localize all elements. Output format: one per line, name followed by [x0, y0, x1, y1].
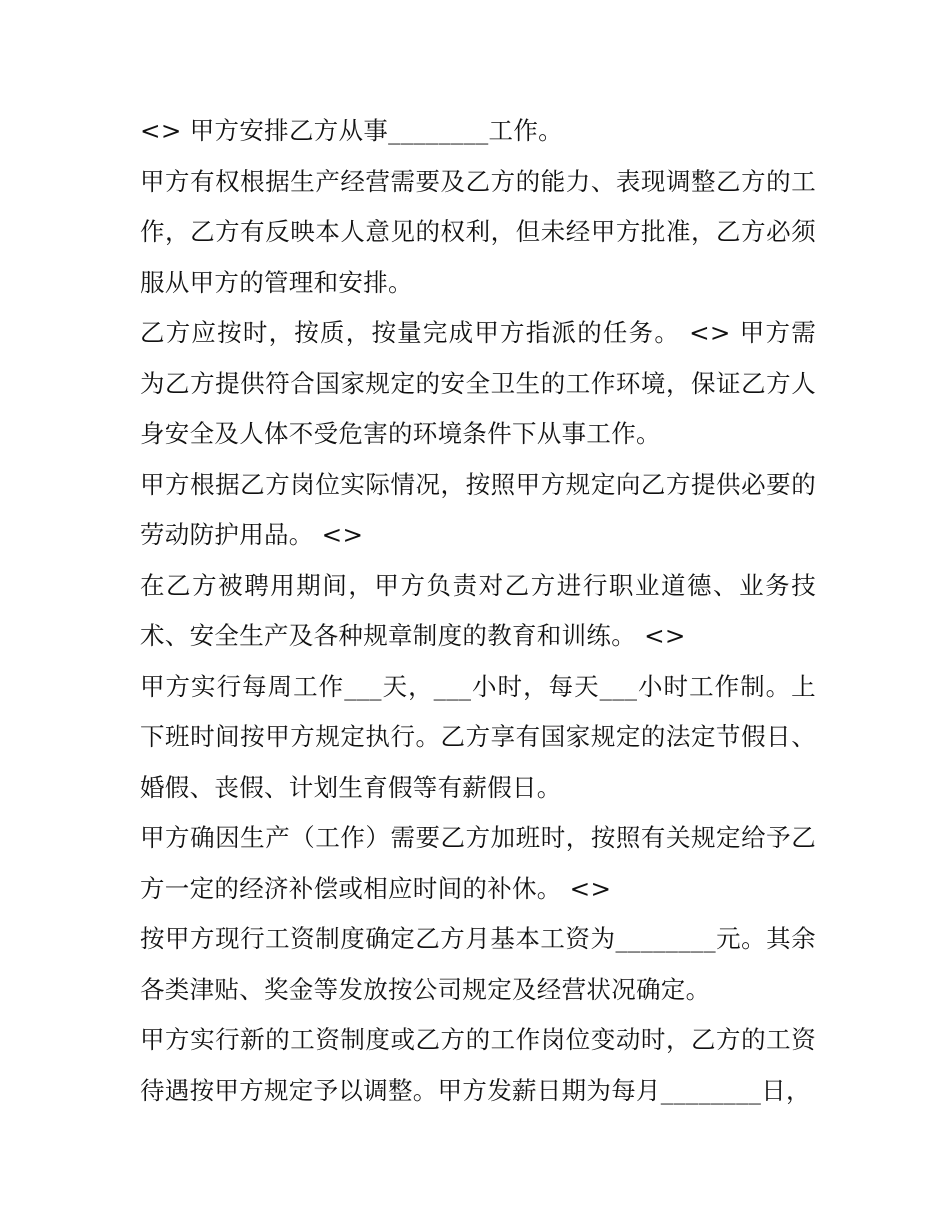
paragraph-salary-adjustment: 甲方实行新的工资制度或乙方的工作岗位变动时，乙方的工资待遇按甲方规定予以调整。甲方发薪日期为每月________日，	[140, 1025, 816, 1105]
document-body	[140, 106, 816, 1116]
paragraph-work-adjustment: 甲方有权根据生产经营需要及乙方的能力、表现调整乙方的工作，乙方有反映本人意见的权利，但未经甲方批准，乙方必须服从甲方的管理和安排。	[140, 166, 816, 297]
paragraph-work-assignment: <> 甲方安排乙方从事________工作。	[140, 116, 563, 145]
paragraph-task-and-safety: 乙方应按时，按质，按量完成甲方指派的任务。 <> 甲方需为乙方提供符合国家规定的安全卫生的工作环境，保证乙方人身安全及人体不受危害的环境条件下从事工作。	[140, 318, 816, 448]
paragraph-training: 在乙方被聘用期间，甲方负责对乙方进行职业道德、业务技术、安全生产及各种规章制度的教育和训练。 <>	[140, 570, 816, 650]
paragraph-base-salary: 按甲方现行工资制度确定乙方月基本工资为________元。其余各类津贴、奖金等发放按公司规定及经营状况确定。	[140, 924, 816, 1004]
paragraph-working-hours: 甲方实行每周工作___天，___小时，每天___小时工作制。上下班时间按甲方规定执行。乙方享有国家规定的法定节假日、婚假、丧假、计划生育假等有薪假日。	[140, 671, 816, 802]
paragraph-protective-equipment: 甲方根据乙方岗位实际情况，按照甲方规定向乙方提供必要的劳动防护用品。 <>	[140, 469, 816, 549]
paragraph-overtime: 甲方确因生产（工作）需要乙方加班时，按照有关规定给予乙方一定的经济补偿或相应时间的补休。 <>	[140, 823, 816, 903]
